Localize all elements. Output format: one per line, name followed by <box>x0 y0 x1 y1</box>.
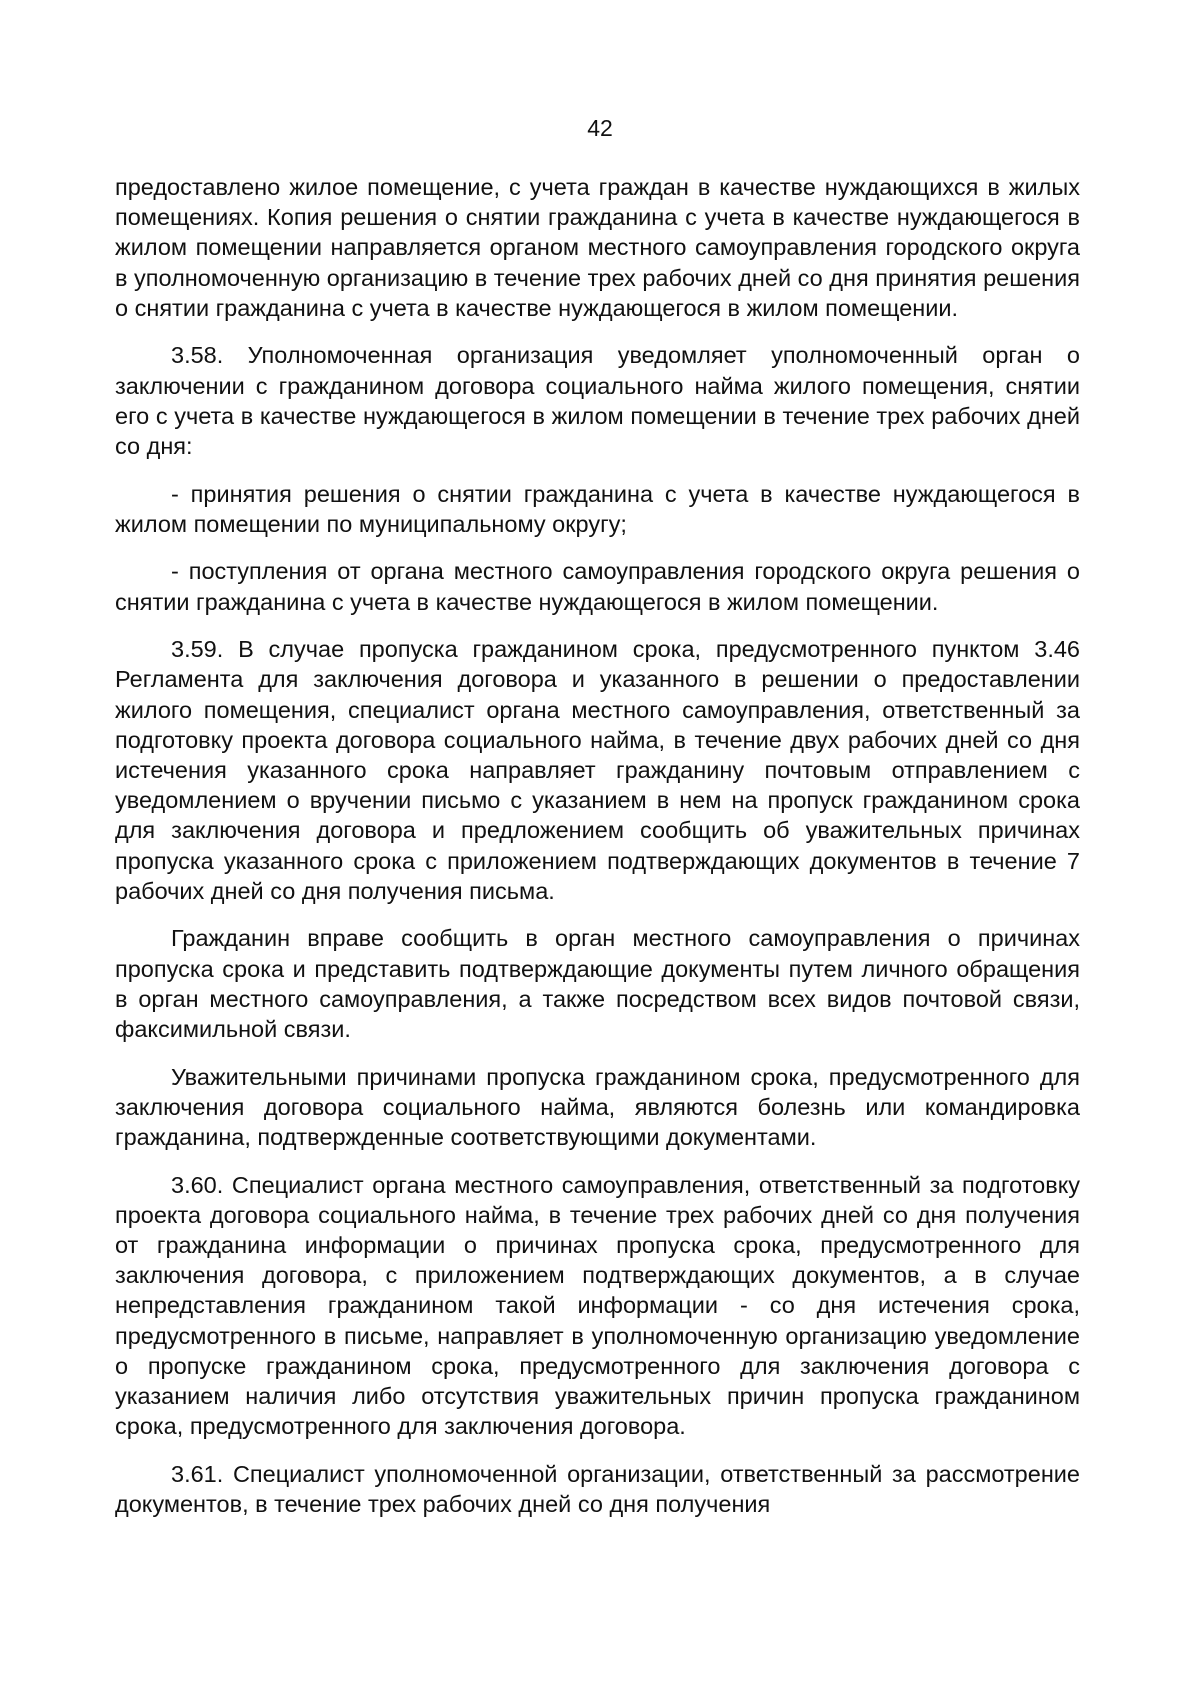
list-item-decision: - принятия решения о снятии гражданина с учета в качестве нуждающегося в жилом помещении по муниципальному округу; <box>115 480 1080 537</box>
list-item-receipt: - поступления от органа местного самоуправления городского округа решения о снятии гражданина с учета в качестве нуждающегося в жилом помещении. <box>115 558 1080 615</box>
paragraph-continuation: предоставлено жилое помещение, с учета граждан в качестве нуждающихся в жилых помещениях. Копия решения о снятии гражданина с учета в качестве нуждающегося в жилом помещении направляется органом местного самоуправления городского округа в уполномоченную организацию в течение трех рабочих дней со дня принятия решения о снятии гражданина с учета в качестве нуждающегося в жилом помещении. <box>115 174 1080 321</box>
paragraph-3-61: 3.61. Специалист уполномоченной организации, ответственный за рассмотрение документов, в течение трех рабочих дней со дня получения <box>115 1460 1080 1518</box>
paragraph-3-59: 3.59. В случае пропуска гражданином срока, предусмотренного пунктом 3.46 Регламента для заключения договора и указанного в решении о предоставлении жилого помещения, специалист органа местного самоуправления, ответственный за подготовку проекта договора социального найма, в течение двух рабочих дней со дня истечения указанного срока направляет гражданину почтовым отправлением с уведомлением о вручении письмо с указанием в нем на пропуск гражданином срока для заключения договора и предложением сообщить об уважительных причинах пропуска указанного срока с приложением подтверждающих документов в течение 7 рабочих дней со дня получения письма. <box>115 636 1080 904</box>
document-body <box>115 172 1080 1537</box>
paragraph-citizen-right: Гражданин вправе сообщить в орган местного самоуправления о причинах пропуска срока и представить подтверждающие документы путем личного обращения в орган местного самоуправления, а также посредством всех видов почтовой связи, факсимильной связи. <box>115 925 1080 1043</box>
paragraph-3-58: 3.58. Уполномоченная организация уведомляет уполномоченный орган о заключении с гражданином договора социального найма жилого помещения, снятии его с учета в качестве нуждающегося в жилом помещении в течение трех рабочих дней со дня: <box>115 342 1080 460</box>
paragraph-valid-reasons: Уважительными причинами пропуска гражданином срока, предусмотренного для заключения договора социального найма, являются болезнь или командировка гражданина, подтвержденные соответствующими документами. <box>115 1063 1080 1151</box>
page-number: 42 <box>587 115 613 141</box>
paragraph-3-60: 3.60. Специалист органа местного самоуправления, ответственный за подготовку проекта договора социального найма, в течение трех рабочих дней со дня получения от гражданина информации о причинах пропуска срока, предусмотренного для заключения договора, с приложением подтверждающих документов, а в случае непредставления гражданином такой информации - со дня истечения срока, предусмотренного в письме, направляет в уполномоченную организацию уведомление о пропуске гражданином срока, предусмотренного для заключения договора с указанием наличия либо отсутствия уважительных причин пропуска гражданином срока, предусмотренного для заключения договора. <box>115 1171 1080 1440</box>
